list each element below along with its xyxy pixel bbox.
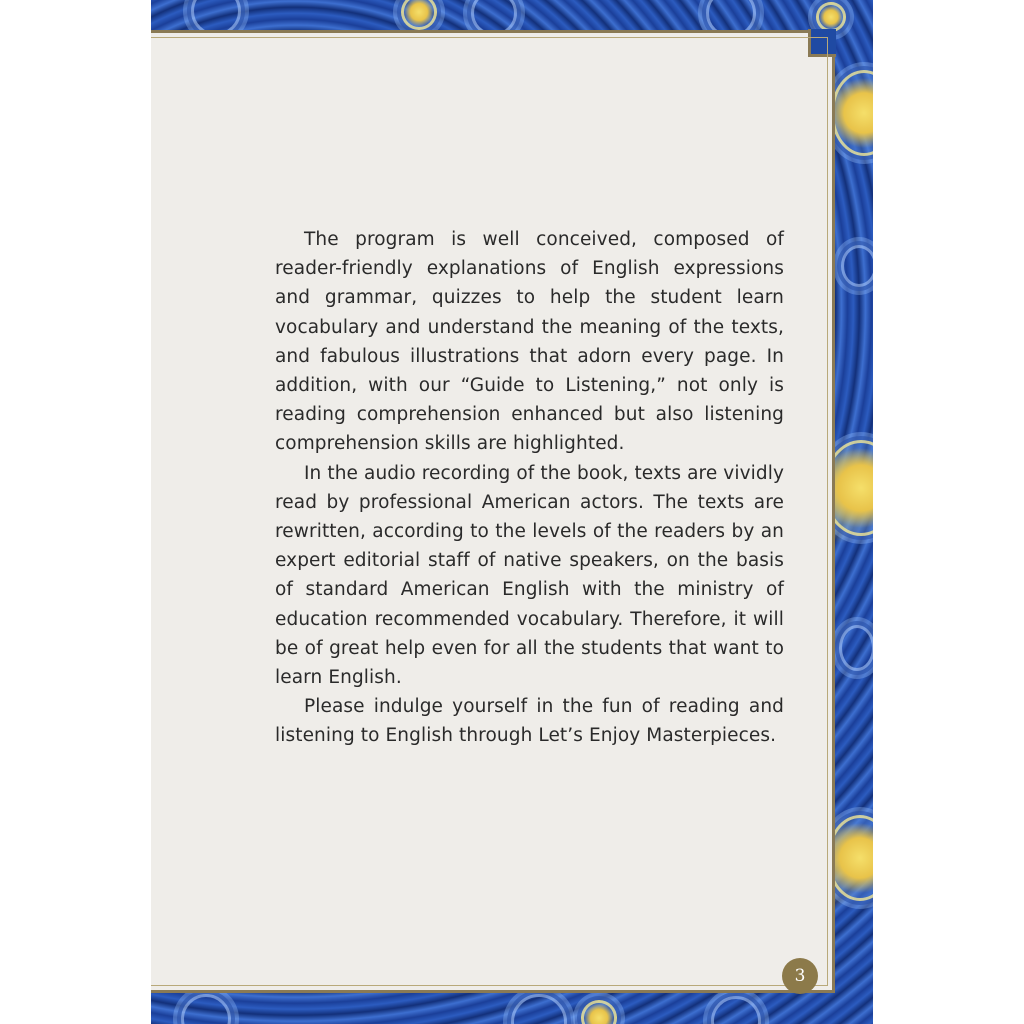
text-panel [151,30,835,993]
border-swirl-decoration [839,625,873,671]
body-text [275,225,784,751]
border-swirl-decoration [711,996,761,1024]
paragraph: In the audio recording of the book, texts are vividly read by professional American actors. The texts are rewritten, according to the levels of the readers by an expert editorial staff of native speakers, on the basis of standard American English with the ministry of education recommended vocabulary. Therefore, it will be of great help even for all the students that want to learn English. [275,462,784,689]
border-star-decoration [401,0,437,30]
paragraph: Please indulge yourself in the fun of reading and listening to English through Let’s Enjoy Masterpieces. [275,696,784,747]
paragraph: The program is well conceived, composed of reader-friendly explanations of English expressions and grammar, quizzes to help the student learn vocabulary and understand the meaning of the texts, and fabulous illustrations that adorn every page. In addition, with our “Guide to Listening,” not only is reading comprehension enhanced but also listening comprehension skills are highlighted. [275,229,784,455]
border-swirl-decoration [181,994,231,1024]
page-number-badge: 3 [782,958,818,994]
book-page [151,0,873,1024]
frame-corner-notch [808,29,836,57]
border-star-decoration [581,1000,617,1024]
border-star-decoration [816,2,846,32]
border-swirl-decoration [841,245,873,287]
border-star-decoration [831,70,873,156]
border-swirl-decoration [511,994,567,1024]
